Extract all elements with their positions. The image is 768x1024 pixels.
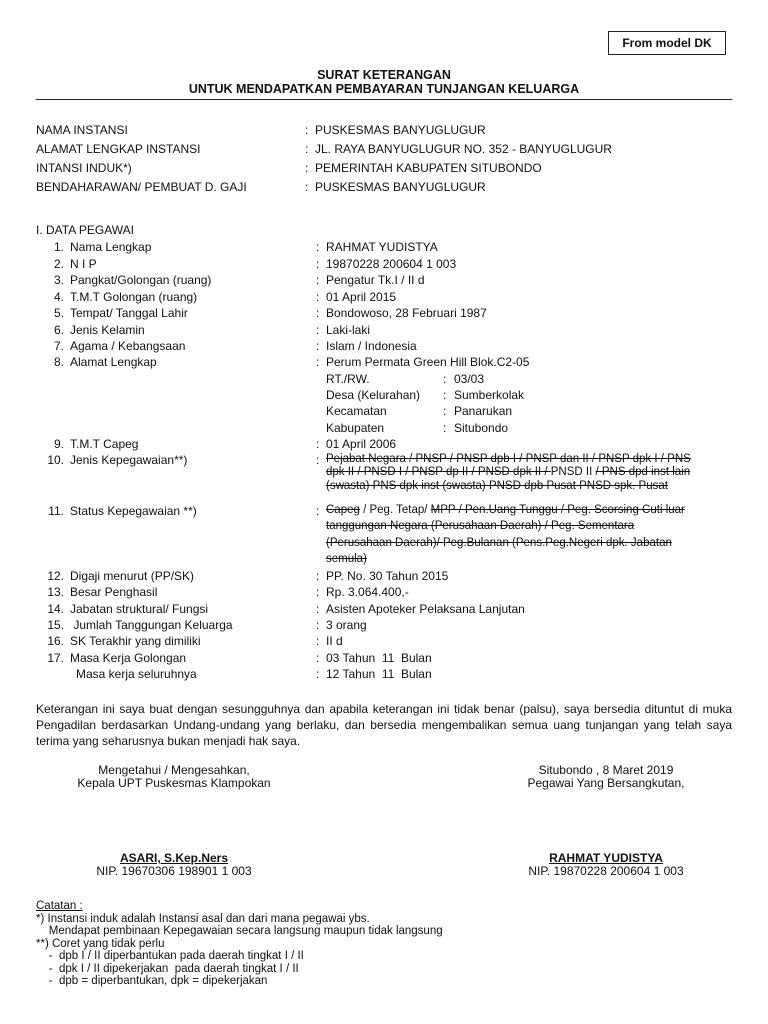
item-colon: : bbox=[316, 569, 320, 583]
title-divider bbox=[36, 99, 732, 100]
header-colon: : bbox=[305, 161, 309, 175]
right-signer-name: RAHMAT YUDISTYA bbox=[549, 851, 663, 865]
item-label: Masa Kerja Golongan bbox=[70, 651, 187, 665]
header-colon: : bbox=[305, 123, 309, 137]
address-sub-label: Kabupaten bbox=[326, 421, 385, 435]
item-label: Tempat/ Tanggal Lahir bbox=[70, 306, 188, 320]
struck-option: Capeg bbox=[326, 504, 360, 516]
item-colon: : bbox=[316, 585, 320, 599]
note-line: - dpk I / II dipekerjakan pada daerah tingkat I / II bbox=[36, 962, 299, 975]
header-value: JL. RAYA BANYUGLUGUR NO. 352 - BANYUGLUGUR bbox=[315, 142, 612, 156]
item-value: PP. No. 30 Tahun 2015 bbox=[326, 569, 449, 583]
item-label: Besar Penghasil bbox=[70, 585, 158, 599]
item-value: Perum Permata Green Hill Blok.C2-05 bbox=[326, 355, 530, 369]
item-value: 01 April 2015 bbox=[326, 290, 397, 304]
address-sub-value: 03/03 bbox=[454, 372, 485, 386]
item-colon: : bbox=[316, 339, 320, 353]
jenis-line1 bbox=[326, 453, 691, 465]
item-number: 13. bbox=[47, 585, 64, 599]
item-value: Laki-laki bbox=[326, 323, 371, 337]
item-number: 11. bbox=[48, 504, 64, 518]
struck-option: semula) bbox=[326, 553, 367, 565]
item-value: Pengatur Tk.I / II d bbox=[326, 273, 425, 287]
document-title: SURAT KETERANGAN bbox=[317, 68, 451, 82]
address-sub-label: Kecamatan bbox=[326, 404, 387, 418]
left-signer-nip: NIP. 19670306 198901 1 003 bbox=[96, 864, 252, 878]
header-label: NAMA INSTANSI bbox=[36, 123, 128, 137]
item-value: Islam / Indonesia bbox=[326, 339, 417, 353]
item-colon: : bbox=[316, 504, 320, 518]
item-number: 10. bbox=[47, 453, 64, 467]
item-number: 2. bbox=[53, 257, 64, 271]
statement-paragraph: Keterangan ini saya buat dengan sesungguhnya dan apabila keterangan ini tidak benar (palsu), saya bersedia dituntut di muka Pengadilan berdasarkan Undang-undang yang berlaku, dan bersedia mengembalikan semua uang tunjangan yang telah saya terima yang seharusnya bukan menjadi hak saya. bbox=[36, 702, 732, 748]
item-number: 4. bbox=[53, 290, 64, 304]
item-label: SK Terakhir yang dimiliki bbox=[70, 634, 201, 648]
item-value: RAHMAT YUDISTYA bbox=[326, 240, 438, 254]
header-colon: : bbox=[305, 180, 309, 194]
item-colon: : bbox=[316, 257, 320, 271]
struck-option: tanggungan Negara (Perusahaan Daerah) / Peg. Sementara bbox=[326, 520, 635, 532]
address-sub-colon: : bbox=[443, 388, 447, 402]
header-value: PUSKESMAS BANYUGLUGUR bbox=[315, 180, 486, 194]
item-colon: : bbox=[316, 273, 320, 287]
form-model-label: From model DK bbox=[608, 31, 726, 55]
item-number: 1. bbox=[53, 240, 64, 254]
selected-option: / Peg. Tetap/ bbox=[359, 504, 431, 516]
status-line3 bbox=[326, 537, 672, 549]
item-number: 16. bbox=[47, 634, 64, 648]
item-value: Asisten Apoteker Pelaksana Lanjutan bbox=[326, 602, 525, 616]
status-line4 bbox=[326, 553, 367, 565]
item-label: Jabatan struktural/ Fungsi bbox=[70, 602, 209, 616]
status-line1 bbox=[326, 504, 685, 516]
item-number: 14. bbox=[47, 602, 64, 616]
address-sub-colon: : bbox=[443, 421, 447, 435]
struck-option: dpk II / PNSD I / PNSP dp II / PNSD dpk II / bbox=[326, 466, 551, 478]
header-label: INTANSI INDUK*) bbox=[36, 161, 132, 175]
address-sub-label: Desa (Kelurahan) bbox=[326, 388, 421, 402]
item-value: 3 orang bbox=[326, 618, 367, 632]
section-title: I. DATA PEGAWAI bbox=[36, 223, 135, 237]
item-label: Digaji menurut (PP/SK) bbox=[70, 569, 195, 583]
notes-heading: Catatan : bbox=[36, 900, 83, 912]
item-number: 6. bbox=[53, 323, 64, 337]
header-colon: : bbox=[305, 142, 309, 156]
note-line: - dpb = diperbantukan, dpk = dipekerjakan bbox=[36, 975, 268, 987]
address-sub-value: Sumberkolak bbox=[454, 388, 525, 402]
item-label: N I P bbox=[70, 257, 97, 271]
header-value: PUSKESMAS BANYUGLUGUR bbox=[315, 123, 486, 137]
left-sign-line1: Mengetahui / Mengesahkan, bbox=[98, 763, 250, 777]
note-line: **) Coret yang tidak perlu bbox=[36, 937, 165, 950]
item-value: 03 Tahun 11 Bulan bbox=[326, 651, 432, 665]
item-colon: : bbox=[316, 290, 320, 304]
item-label: Masa kerja seluruhnya bbox=[76, 667, 197, 681]
item-number: 5. bbox=[53, 306, 64, 320]
header-value: PEMERINTAH KABUPATEN SITUBONDO bbox=[315, 161, 542, 175]
item-colon: : bbox=[316, 602, 320, 616]
item-colon: : bbox=[316, 667, 320, 681]
notes bbox=[36, 900, 443, 988]
header-label: BENDAHARAWAN/ PEMBUAT D. GAJI bbox=[36, 180, 247, 194]
item-number: 17. bbox=[47, 651, 64, 665]
address-sub-colon: : bbox=[443, 404, 447, 418]
item-colon: : bbox=[316, 453, 320, 467]
left-signer-name: ASARI, S.Kep.Ners bbox=[119, 851, 229, 865]
item-value: Bondowoso, 28 Februari 1987 bbox=[326, 306, 487, 320]
right-signer-nip: NIP. 19870228 200604 1 003 bbox=[528, 864, 684, 878]
item-label: Status Kepegawaian **) bbox=[70, 504, 197, 518]
item-colon: : bbox=[316, 323, 320, 337]
address-sub-value: Situbondo bbox=[454, 421, 509, 435]
status-line2 bbox=[326, 520, 634, 532]
item-colon: : bbox=[316, 634, 320, 648]
struck-option: (Perusahaan Daerah)/ Peg.Bulanan (Pens.Peg.Negeri dpk. Jabatan bbox=[326, 537, 672, 549]
address-sub-colon: : bbox=[443, 372, 447, 386]
struck-option: (swasta) PNS dpk inst (swasta) PNSD dpb Pusat PNSD spk. Pusat bbox=[326, 480, 668, 492]
left-sign-line2: Kepala UPT Puskesmas Klampokan bbox=[77, 776, 271, 790]
jenis-line3 bbox=[326, 480, 668, 492]
item-number: 9. bbox=[53, 437, 64, 451]
item-label: Nama Lengkap bbox=[70, 240, 152, 254]
item-label: Agama / Kebangsaan bbox=[70, 339, 186, 353]
item-colon: : bbox=[316, 437, 320, 451]
item-value: 19870228 200604 1 003 bbox=[326, 257, 457, 271]
item-colon: : bbox=[316, 306, 320, 320]
item-number: 7. bbox=[53, 339, 64, 353]
address-sub-label: RT./RW. bbox=[326, 372, 370, 386]
item-value: Rp. 3.064.400,- bbox=[326, 585, 409, 599]
document-subtitle: UNTUK MENDAPATKAN PEMBAYARAN TUNJANGAN KELUARGA bbox=[188, 82, 580, 96]
note-line: Mendapat pembinaan Kepegawaian secara langsung maupun tidak langsung bbox=[36, 925, 443, 937]
item-number: 3. bbox=[53, 273, 64, 287]
item-value: 12 Tahun 11 Bulan bbox=[326, 667, 432, 681]
item-colon: : bbox=[316, 355, 320, 369]
item-colon: : bbox=[316, 651, 320, 665]
item-value: II d bbox=[326, 634, 343, 648]
item-label: Jenis Kelamin bbox=[70, 323, 145, 337]
jenis-line2 bbox=[326, 466, 690, 478]
item-number: 12. bbox=[47, 569, 64, 583]
item-label: Pangkat/Golongan (ruang) bbox=[70, 273, 212, 287]
item-number: 8. bbox=[53, 355, 64, 369]
item-label: T.M.T Golongan (ruang) bbox=[70, 290, 198, 304]
item-colon: : bbox=[316, 240, 320, 254]
right-sign-line1: Situbondo , 8 Maret 2019 bbox=[538, 763, 674, 777]
item-label: T.M.T Capeg bbox=[70, 437, 139, 451]
struck-option: MPP / Pen.Uang Tunggu / Peg. Scorsing Cuti luar bbox=[430, 504, 685, 516]
selected-option: PNSD II bbox=[550, 466, 596, 478]
struck-option: Pejabat Negara / PNSP / PNSP dpb I / PNSP dan II / PNSP dpk I / PNS bbox=[326, 453, 691, 465]
struck-option: / PNS dpd inst lain bbox=[595, 466, 691, 478]
item-colon: : bbox=[316, 618, 320, 632]
note-line: *) Instansi induk adalah Instansi asal dan dari mana pegawai ybs. bbox=[36, 912, 370, 925]
item-label: Alamat Lengkap bbox=[70, 355, 157, 369]
item-label: Jenis Kepegawaian**) bbox=[70, 453, 188, 467]
note-line: - dpb I / II diperbantukan pada daerah tingkat I / II bbox=[36, 950, 304, 962]
item-number: 15. bbox=[47, 618, 64, 632]
item-label: Jumlah Tanggungan Keluarga bbox=[70, 618, 233, 632]
address-sub-value: Panarukan bbox=[454, 404, 513, 418]
right-sign-line2: Pegawai Yang Bersangkutan, bbox=[527, 776, 685, 790]
header-label: ALAMAT LENGKAP INSTANSI bbox=[36, 142, 201, 156]
item-value: 01 April 2006 bbox=[326, 437, 397, 451]
